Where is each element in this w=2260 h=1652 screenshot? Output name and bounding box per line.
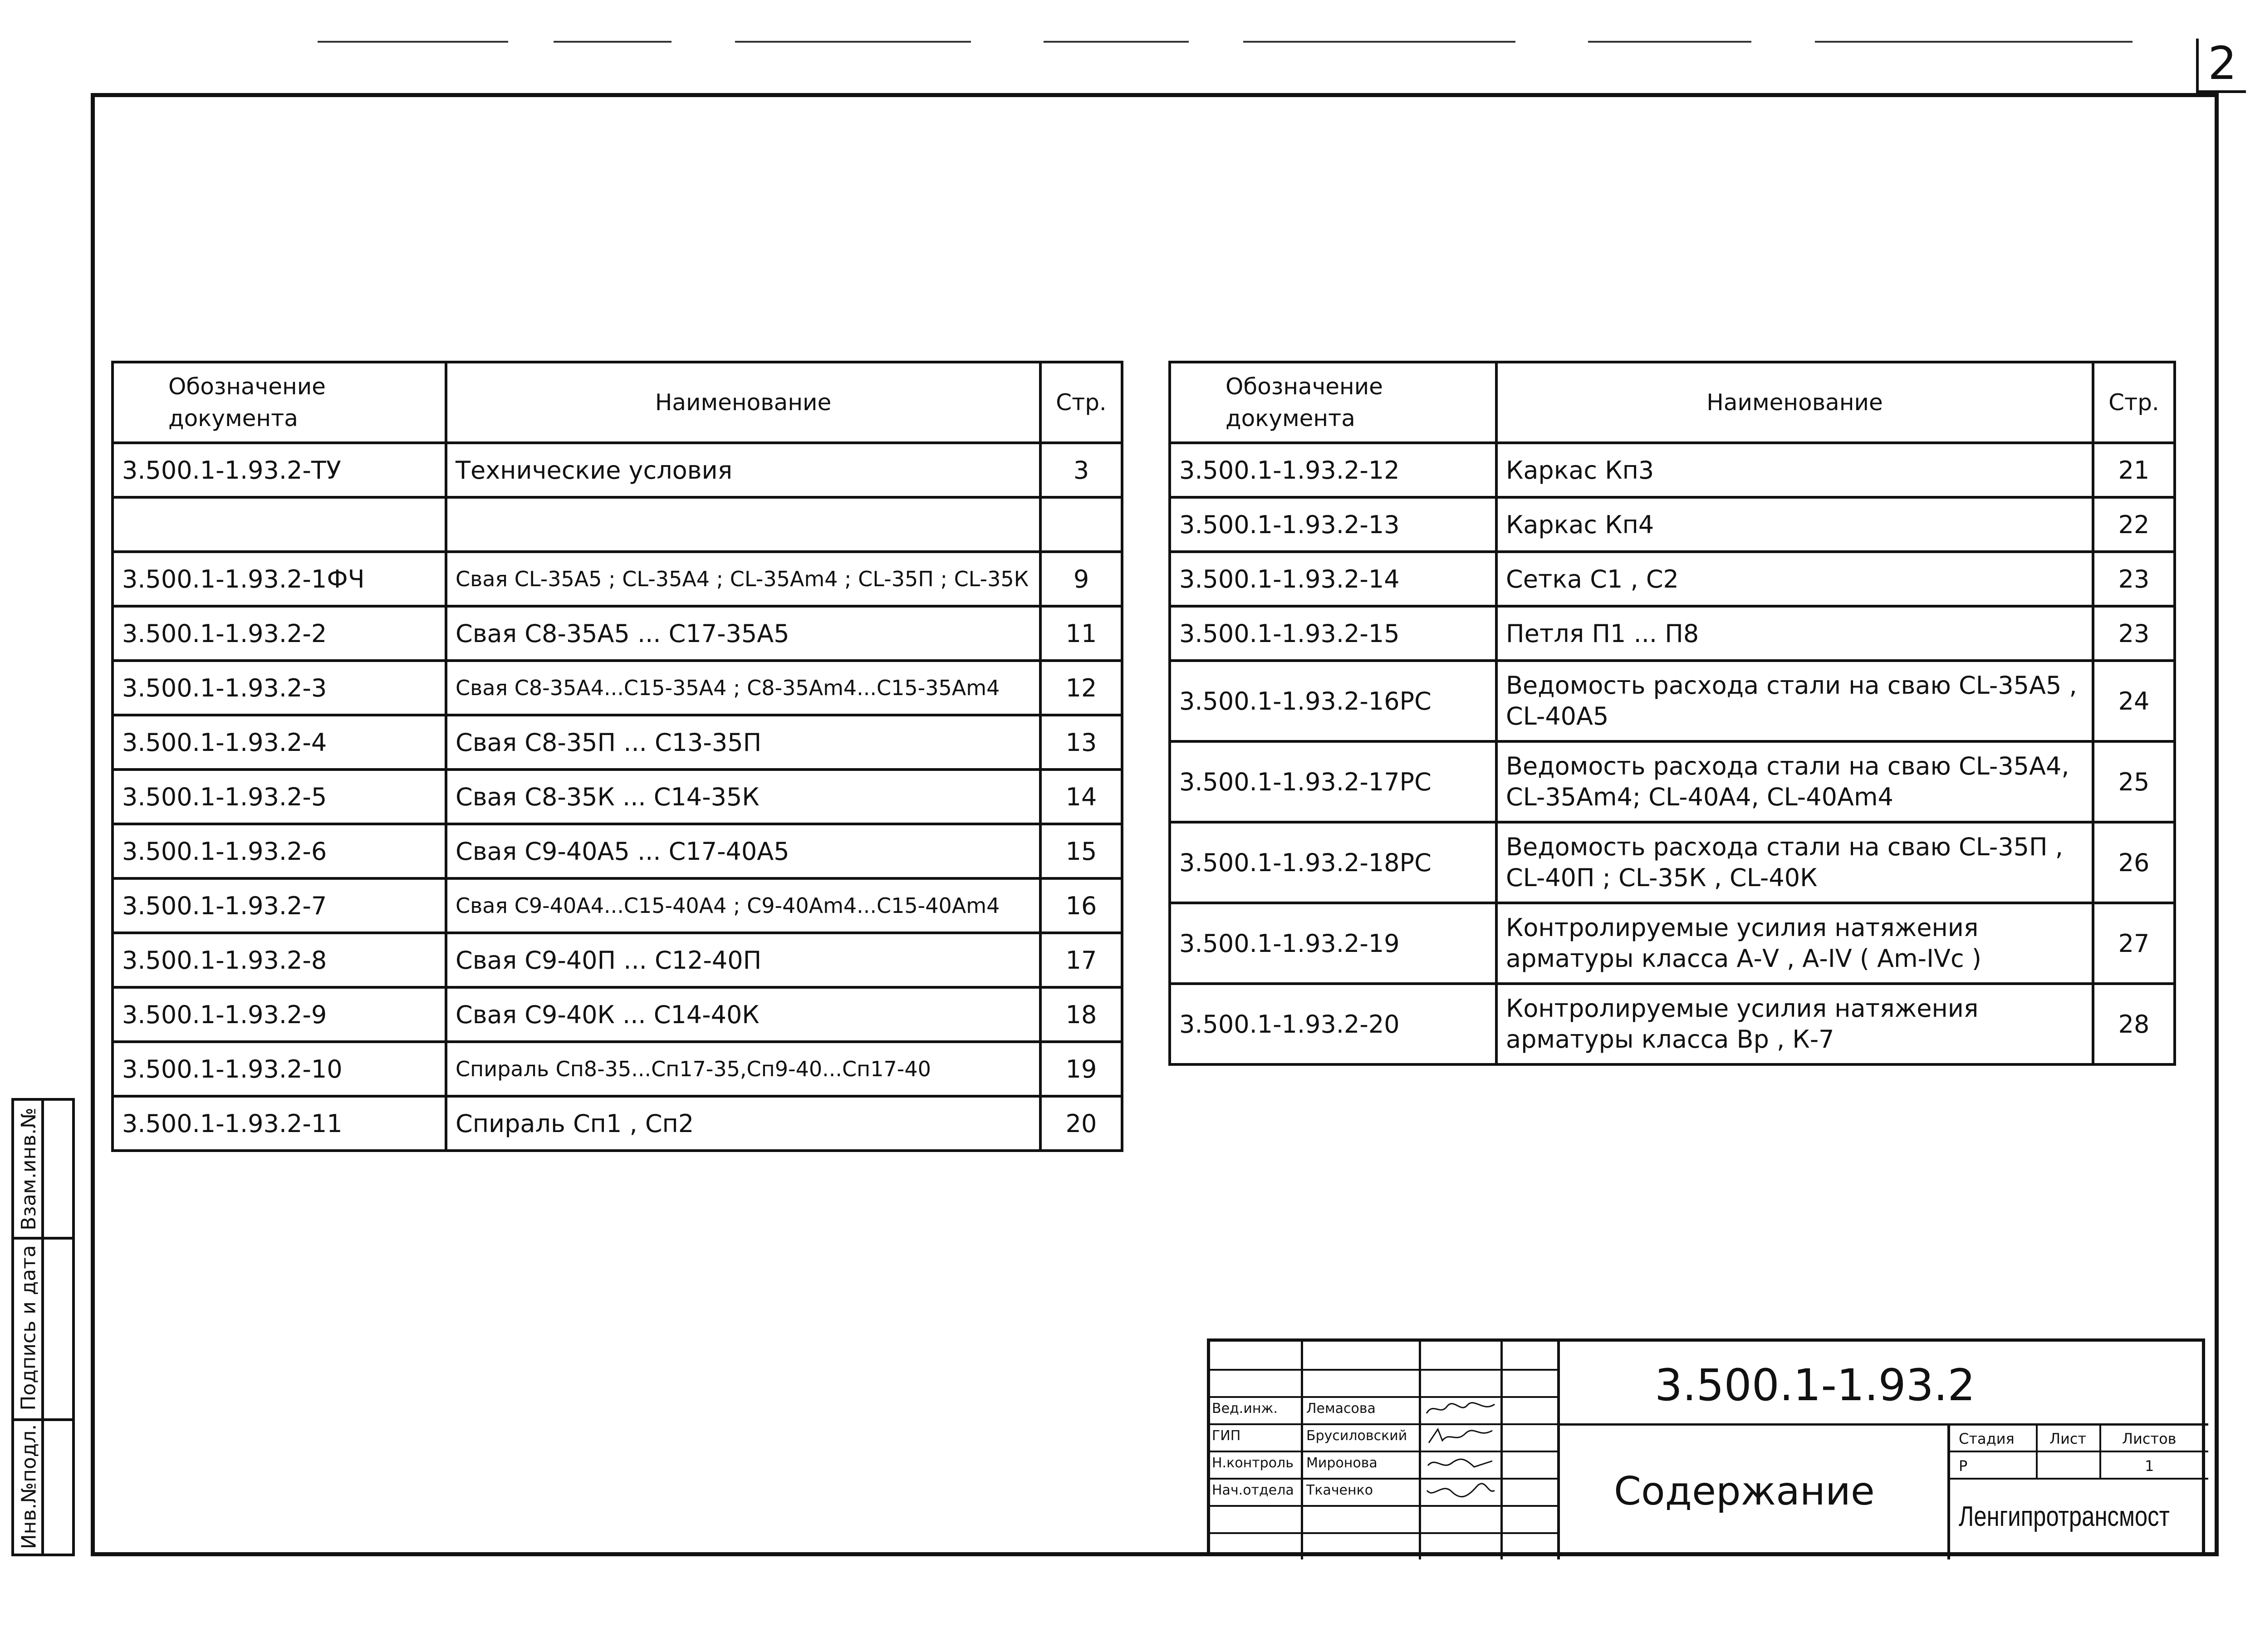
table-row <box>1170 497 2175 552</box>
row-page: 20 <box>1040 1096 1122 1151</box>
table-row <box>113 715 1122 770</box>
table-row <box>1170 661 2175 741</box>
side-stamp-signature-date: Подпись и дата <box>17 1245 40 1411</box>
row-page: 28 <box>2093 984 2175 1064</box>
row-name: Спираль Сп1 , Сп2 <box>446 1096 1040 1151</box>
grid-line <box>1557 1342 1560 1559</box>
row-name: Свая С9-40А5 ... С17-40А5 <box>446 824 1040 878</box>
row-doc: 3.500.1-1.93.2-4 <box>113 715 446 770</box>
sheet-label: Лист <box>2049 1430 2087 1447</box>
table-row <box>113 552 1122 606</box>
grid-line <box>2036 1423 2038 1478</box>
top-dash <box>1815 41 2133 43</box>
stage-value: Р <box>1959 1457 1968 1475</box>
row-name: Ведомость расхода стали на сваю СL-35П , СL-40П ; СL-35К , СL-40К <box>1496 822 2093 903</box>
row-name: Сетка С1 , С2 <box>1496 552 2093 606</box>
row-page: 16 <box>1040 878 1122 933</box>
row-page: 23 <box>2093 552 2175 606</box>
staff-role: ГИП <box>1212 1428 1241 1444</box>
grid-line <box>1210 1478 1559 1480</box>
top-dash <box>1588 41 1751 43</box>
row-doc: 3.500.1-1.93.2-11 <box>113 1096 446 1151</box>
table-row <box>1170 903 2175 984</box>
row-page: 27 <box>2093 903 2175 984</box>
row-doc: 3.500.1-1.93.2-10 <box>113 1042 446 1096</box>
table-row <box>113 1042 1122 1096</box>
row-name: Петля П1 ... П8 <box>1496 606 2093 661</box>
row-doc: 3.500.1-1.93.2-5 <box>113 770 446 824</box>
top-dash <box>1243 41 1515 43</box>
row-doc: 3.500.1-1.93.2-13 <box>1170 497 1496 552</box>
row-name: Контролируемые усилия натяжения арматуры класса А-V , А-IV ( Аm-IVс ) <box>1496 903 2093 984</box>
signature-icon <box>1424 1454 1497 1472</box>
table-row <box>113 661 1122 715</box>
table-row <box>113 443 1122 497</box>
row-doc: 3.500.1-1.93.2-14 <box>1170 552 1496 606</box>
table-row <box>113 824 1122 878</box>
row-name: Каркас Кп3 <box>1496 443 2093 497</box>
row-doc: 3.500.1-1.93.2-20 <box>1170 984 1496 1064</box>
row-page: 17 <box>1040 933 1122 987</box>
row-doc: 3.500.1-1.93.2-17РС <box>1170 741 1496 822</box>
grid-line <box>2099 1423 2101 1478</box>
staff-role: Вед.инж. <box>1212 1401 1278 1417</box>
row-doc: 3.500.1-1.93.2-2 <box>113 606 446 661</box>
row-page: 18 <box>1040 987 1122 1042</box>
row-page: 14 <box>1040 770 1122 824</box>
row-name: Ведомость расхода стали на сваю СL-35А5 , СL-40А5 <box>1496 661 2093 741</box>
top-dash <box>735 41 971 43</box>
grid-line <box>1301 1342 1303 1559</box>
staff-name: Ткаченко <box>1306 1482 1373 1498</box>
grid-line <box>1419 1342 1421 1559</box>
staff-role: Нач.отдела <box>1212 1482 1294 1498</box>
header-name: Наименование <box>446 362 1040 443</box>
row-name: Каркас Кп4 <box>1496 497 2093 552</box>
signature-icon <box>1424 1427 1497 1445</box>
row-page: 22 <box>2093 497 2175 552</box>
sheets-value: 1 <box>2145 1457 2154 1475</box>
grid-line <box>1500 1342 1503 1559</box>
table-row <box>113 606 1122 661</box>
row-name: Свая С9-40А4...С15-40А4 ; С9-40Аm4...С15-40Аm4 <box>446 878 1040 933</box>
contents-table-right <box>1168 361 2176 1066</box>
row-doc <box>113 497 446 552</box>
grid-line <box>1210 1505 1559 1507</box>
sheet-number: 2 <box>2196 39 2246 93</box>
row-page: 11 <box>1040 606 1122 661</box>
table-row <box>113 1096 1122 1151</box>
grid-line <box>1210 1532 1559 1534</box>
row-page <box>1040 497 1122 552</box>
organization-name: Ленгипротрансмост <box>1959 1501 2170 1532</box>
row-page: 25 <box>2093 741 2175 822</box>
row-page: 3 <box>1040 443 1122 497</box>
table-row <box>1170 741 2175 822</box>
row-doc: 3.500.1-1.93.2-18РС <box>1170 822 1496 903</box>
row-doc: 3.500.1-1.93.2-9 <box>113 987 446 1042</box>
row-doc: 3.500.1-1.93.2-19 <box>1170 903 1496 984</box>
grid-line <box>1210 1423 1559 1425</box>
header-page: Стр. <box>2093 362 2175 443</box>
side-stamp-divider <box>41 1101 44 1554</box>
row-name: Свая С9-40К ... С14-40К <box>446 987 1040 1042</box>
table-row <box>1170 822 2175 903</box>
row-name: Свая С8-35П ... С13-35П <box>446 715 1040 770</box>
header-doc: Обозначение документа <box>1170 362 1496 443</box>
top-dash <box>1044 41 1189 43</box>
header-doc: Обозначение документа <box>113 362 446 443</box>
table-header-row <box>1170 362 2175 443</box>
header-name: Наименование <box>1496 362 2093 443</box>
row-page: 9 <box>1040 552 1122 606</box>
table-row <box>113 933 1122 987</box>
row-doc: 3.500.1-1.93.2-1ФЧ <box>113 552 446 606</box>
staff-name: Миронова <box>1306 1455 1378 1471</box>
row-page: 15 <box>1040 824 1122 878</box>
row-name <box>446 497 1040 552</box>
staff-role: Н.контроль <box>1212 1455 1294 1471</box>
staff-name: Брусиловский <box>1306 1428 1407 1444</box>
table-row <box>113 497 1122 552</box>
table-row <box>113 770 1122 824</box>
side-stamp <box>11 1098 75 1556</box>
grid-line <box>1210 1451 1559 1452</box>
top-dash <box>318 41 508 43</box>
row-page: 19 <box>1040 1042 1122 1096</box>
row-name: Контролируемые усилия натяжения арматуры класса Вр , К-7 <box>1496 984 2093 1064</box>
row-page: 21 <box>2093 443 2175 497</box>
grid-line <box>1559 1423 2208 1426</box>
signature-icon <box>1424 1400 1497 1418</box>
row-name: Технические условия <box>446 443 1040 497</box>
table-row <box>1170 552 2175 606</box>
row-name: Свая С8-35А5 ... С17-35А5 <box>446 606 1040 661</box>
row-doc: 3.500.1-1.93.2-6 <box>113 824 446 878</box>
row-page: 12 <box>1040 661 1122 715</box>
table-row <box>113 878 1122 933</box>
row-doc: 3.500.1-1.93.2-8 <box>113 933 446 987</box>
grid-line <box>1947 1423 1950 1559</box>
staff-name: Лемасова <box>1306 1401 1376 1417</box>
stage-label: Стадия <box>1959 1430 2015 1447</box>
side-stamp-inv-original: Инв.№подл. <box>17 1424 40 1549</box>
row-name: Ведомость расхода стали на сваю СL-35А4, СL-35Аm4; СL-40А4, СL-40Аm4 <box>1496 741 2093 822</box>
table-row <box>1170 984 2175 1064</box>
row-doc: 3.500.1-1.93.2-ТУ <box>113 443 446 497</box>
row-doc: 3.500.1-1.93.2-7 <box>113 878 446 933</box>
row-page: 13 <box>1040 715 1122 770</box>
title-block <box>1207 1338 2205 1556</box>
row-page: 26 <box>2093 822 2175 903</box>
row-page: 23 <box>2093 606 2175 661</box>
row-doc: 3.500.1-1.93.2-16РС <box>1170 661 1496 741</box>
grid-line <box>1210 1369 1559 1371</box>
row-doc: 3.500.1-1.93.2-15 <box>1170 606 1496 661</box>
row-name: Свая С8-35К ... С14-35К <box>446 770 1040 824</box>
contents-table-left <box>111 361 1123 1152</box>
sheet-title: Содержание <box>1614 1469 1875 1514</box>
row-doc: 3.500.1-1.93.2-12 <box>1170 443 1496 497</box>
signature-icon <box>1424 1481 1497 1500</box>
top-dash <box>554 41 672 43</box>
side-stamp-replaced-inv: Взам.инв.№ <box>17 1107 40 1230</box>
row-name: Свая СL-35А5 ; СL-35А4 ; СL-35Аm4 ; СL-35П ; СL-35К <box>446 552 1040 606</box>
row-name: Свая С8-35А4...С15-35А4 ; С8-35Аm4...С15-35Аm4 <box>446 661 1040 715</box>
grid-line <box>1210 1396 1559 1398</box>
table-header-row <box>113 362 1122 443</box>
header-page: Стр. <box>1040 362 1122 443</box>
row-doc: 3.500.1-1.93.2-3 <box>113 661 446 715</box>
table-row <box>113 987 1122 1042</box>
grid-line <box>1950 1451 2208 1452</box>
grid-line <box>1950 1478 2208 1480</box>
document-designation: 3.500.1-1.93.2 <box>1655 1360 1976 1411</box>
row-page: 24 <box>2093 661 2175 741</box>
table-row <box>1170 606 2175 661</box>
table-row <box>1170 443 2175 497</box>
sheets-label: Листов <box>2122 1430 2177 1447</box>
row-name: Спираль Сп8-35...Сп17-35,Сп9-40...Сп17-40 <box>446 1042 1040 1096</box>
row-name: Свая С9-40П ... С12-40П <box>446 933 1040 987</box>
